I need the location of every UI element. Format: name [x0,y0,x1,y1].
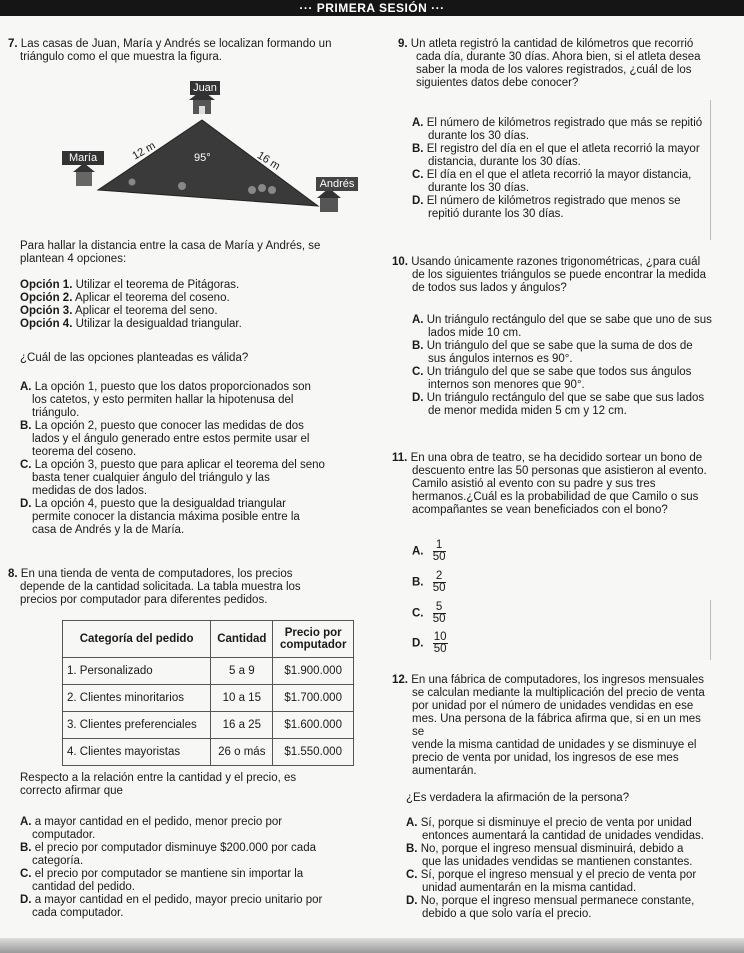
q11-b-fraction [433,571,446,594]
q11-stem-line3: Camilo asistió al evento con su padre y sus tres [412,478,656,490]
q12-number: 12. [392,674,408,686]
q11-b-letter: B. [412,576,424,589]
q7-d-line2: permite conocer la distancia máxima posible entre la [32,511,300,523]
q7-intro-line2: plantean 4 opciones: [20,253,127,265]
q11-c-fraction [433,602,446,625]
q8-d-line2: cada computador. [32,907,124,919]
q7-stem-line2: triángulo como el que muestra la figura. [20,51,222,63]
q12-c-line2: unidad aumentarán en la misma cantidad. [422,882,637,894]
q9-d-line2: repitió durante los 30 días. [428,208,564,220]
cell-price: $1.900.000 [273,658,354,685]
q10-stem-line1: Usando únicamente razones trigonométricas, ¿para cuál [411,256,701,268]
question-7 [8,38,368,64]
th-price-line1: Precio por [284,627,342,639]
question-8 [8,568,368,607]
q7-question: ¿Cuál de las opciones planteadas es válida? [20,352,249,364]
q10-answer-b[interactable] [412,340,712,366]
q10-a-letter: A. [412,314,424,326]
table-row [63,658,354,685]
q7-number: 7. [8,38,18,50]
q8-answer-d[interactable] [20,894,370,920]
q11-b-denominator: 50 [432,582,446,594]
right-margin-line-2 [710,600,711,660]
th-quantity: Cantidad [211,621,273,658]
q9-stem-line2: cada día, durante 30 días. Ahora bien, si el atleta desea [416,51,701,63]
q9-d-line1: El número de kilómetros registrado que menos se [426,195,681,207]
q9-answer-d[interactable] [412,195,712,221]
q7-a-line3: triángulo. [32,407,80,419]
q11-answer-c[interactable] [412,602,446,625]
q8-stem-line3: precios por computador para diferentes pedidos. [20,594,268,606]
q7-d-line3: casa de Andrés y la de María. [32,524,185,536]
q7-c-letter: C. [20,459,32,471]
q12-b-letter: B. [406,843,418,855]
q7-a-line2: los catetos, y esto permiten hallar la hipotenusa del [32,394,294,406]
andres-house-icon [317,188,341,212]
q10-d-line1: Un triángulo rectángulo del que se sabe que sus lados [426,392,705,404]
q8-answer-a[interactable] [20,816,370,842]
label-angle: 95° [194,152,211,164]
page-bottom-edge [0,938,744,953]
q12-stem-line2: se calculan mediante la multiplicación del precio de venta [412,687,705,699]
q7-d-letter: D. [20,498,32,510]
q7-d-line1: La opción 4, puesto que la desigualdad triangular [34,498,286,510]
q8-c-letter: C. [20,868,32,880]
q12-answer-b[interactable] [406,843,716,869]
q12-stem-line5: vende la misma cantidad de unidades y se disminuye el [412,739,697,751]
question-12 [392,674,712,778]
label-side-right: 16 m [254,149,283,173]
table-row [63,712,354,739]
q12-stem-line6: precio de venta por unidad, los ingresos de ese mes [412,752,679,764]
question-9 [398,38,712,90]
cell-category: 2. Clientes minoritarios [63,685,211,712]
table-row [63,685,354,712]
q12-b-line2: que las unidades vendidas se mantienen constantes. [422,856,693,868]
q7-answers [20,381,370,537]
q12-stem-line4: mes. Una persona de la fábrica afirma que, si en un mes se [412,713,701,738]
q12-answer-c[interactable] [406,869,716,895]
q10-answers [412,314,712,418]
q11-c-numerator: 5 [433,602,446,614]
q7-intro-line1: Para hallar la distancia entre la casa de María y Andrés, se [20,240,321,252]
q9-stem-line3: saber la moda de los valores registrados, ¿cuál de los [416,64,692,76]
q8-number: 8. [8,568,18,580]
q12-question: ¿Es verdadera la afirmación de la persona? [406,792,630,804]
q11-c-denominator: 50 [432,613,446,625]
q7-c-line3: medidas de dos lados. [32,485,148,497]
q8-a-letter: A. [20,816,32,828]
q9-c-line2: durante los 30 días. [428,182,530,194]
q7-c-line1: La opción 3, puesto que para aplicar el teorema del seno [34,459,325,471]
cell-category: 4. Clientes mayoristas [63,739,211,766]
q8-a-line1: a mayor cantidad en el pedido, menor precio por [34,816,283,828]
th-price-line2: computador [279,639,347,651]
q8-b-line1: el precio por computador disminuye $200.000 por cada [34,842,316,854]
q8-b-letter: B. [20,842,32,854]
q7-c-line2: basta tener cualquier ángulo del triángulo y las [32,472,270,484]
q8-d-line1: a mayor cantidad en el pedido, mayor precio unitario por [34,894,323,906]
label-andres: Andrés [316,177,358,191]
q8-d-letter: D. [20,894,32,906]
q7-op4-label: Opción 4. [20,318,73,330]
q9-stem-line1: Un atleta registró la cantidad de kilómetros que recorrió [410,38,694,50]
q7-op4-text: Utilizar la desigualdad triangular. [72,318,242,330]
q9-a-letter: A. [412,117,424,129]
q10-answer-c[interactable] [412,366,712,392]
q11-b-numerator: 2 [433,571,446,583]
q7-b-line3: teorema del coseno. [32,446,137,458]
q8-answers [20,816,370,920]
q7-op2-text: Aplicar el teorema del coseno. [72,292,230,304]
q8-answer-b[interactable] [20,842,370,868]
q11-answer-a[interactable] [412,540,446,563]
q10-answer-d[interactable] [412,392,712,418]
q7-intro [20,240,370,266]
q8-question-line2: correcto afirmar que [20,785,123,797]
q8-answer-c[interactable] [20,868,370,894]
label-side-left: 12 m [130,139,158,163]
q12-d-line1: No, porque el ingreso mensual permanece constante, [420,895,695,907]
q12-answers [406,817,716,921]
q8-c-line1: el precio por computador se mantiene sin importar la [34,868,304,880]
cell-price: $1.600.000 [273,712,354,739]
th-price [273,621,354,658]
maria-house-icon [73,163,95,186]
q11-a-letter: A. [412,545,424,558]
q8-question-line1: Respecto a la relación entre la cantidad y el precio, es [20,772,297,784]
q11-d-letter: D. [412,637,424,650]
q12-c-line1: Sí, porque el ingreso mensual y el precio de venta por [420,869,697,881]
q7-answer-a[interactable] [20,381,370,420]
q9-c-line1: El día en el que el atleta recorrió la mayor distancia, [426,169,692,181]
q7-b-letter: B. [20,420,32,432]
q7-b-line1: La opción 2, puesto que conocer las medidas de dos [34,420,304,432]
q12-a-line2: entonces aumentará la cantidad de unidades vendidas. [422,830,704,842]
q12-answer-d[interactable] [406,895,716,921]
label-maria: María [62,151,104,165]
cell-quantity: 5 a 9 [211,658,273,685]
q10-b-letter: B. [412,340,424,352]
q9-d-letter: D. [412,195,424,207]
q8-price-table [62,620,354,766]
q10-stem-line2: de los siguientes triángulos se puede encontrar la medida [412,269,707,281]
q8-c-line2: cantidad del pedido. [32,881,135,893]
table-row [63,739,354,766]
q11-a-denominator: 50 [432,551,446,563]
session-header: ··· PRIMERA SESIÓN ··· [0,0,744,16]
q10-c-line2: internos son menores que 90°. [428,379,585,391]
q9-c-letter: C. [412,169,424,181]
table-header-row [63,621,354,658]
q7-op3-label: Opción 3. [20,305,73,317]
q8-b-line2: categoría. [32,855,84,867]
q8-stem-line2: depende de la cantidad solicitada. La tabla muestra los [20,581,301,593]
cell-category: 3. Clientes preferenciales [63,712,211,739]
q11-answer-d[interactable] [412,632,448,655]
q11-stem-line4: hermanos.¿Cuál es la probabilidad de que Camilo o sus [412,491,699,503]
q10-number: 10. [392,256,408,268]
q9-answers [412,117,712,221]
q10-stem-line3: de todos sus lados y ángulos? [412,282,567,294]
q7-stem-line1: Las casas de Juan, María y Andrés se localizan formando un [20,38,332,50]
q10-d-letter: D. [412,392,424,404]
q12-d-line2: debido a que solo varía el precio. [422,908,592,920]
q7-op1-text: Utilizar el teorema de Pitágoras. [72,279,240,291]
q11-stem-line2: descuento entre las 50 personas que asistieron al evento. [412,465,707,477]
cell-quantity: 16 a 25 [211,712,273,739]
q8-question [20,772,370,798]
q9-a-line1: El número de kilómetros registrado que más se repitió [426,117,703,129]
q12-stem-line1: En una fábrica de computadores, los ingresos mensuales [411,674,704,686]
q9-stem-line4: siguientes datos debe conocer? [416,77,579,89]
cell-quantity: 10 a 15 [211,685,273,712]
q7-a-line1: La opción 1, puesto que los datos proporcionados son [34,381,311,393]
q11-d-denominator: 50 [433,643,447,655]
q12-a-letter: A. [406,817,418,829]
q10-b-line1: Un triángulo del que se sabe que la suma de dos de [426,340,693,352]
q11-stem-line5: acompañantes se vean beneficiados con el bono? [412,504,668,516]
q8-stem-line1: En una tienda de venta de computadores, los precios [20,568,293,580]
q10-a-line1: Un triángulo rectángulo del que se sabe que uno de sus [426,314,712,326]
q10-c-letter: C. [412,366,424,378]
q11-a-fraction [433,540,446,563]
q12-answer-a[interactable] [406,817,716,843]
q7-options-list [20,279,370,331]
q7-op1-label: Opción 1. [20,279,73,291]
q9-a-line2: durante los 30 días. [428,130,530,142]
q10-b-line2: sus ángulos internos es 90°. [428,353,573,365]
q12-a-line1: Sí, porque si disminuye el precio de venta por unidad [420,817,692,829]
cell-price: $1.550.000 [273,739,354,766]
question-11 [392,452,712,517]
q10-d-line2: de menor medida miden 5 cm y 12 cm. [428,405,627,417]
q7-op3-text: Aplicar el teorema del seno. [72,305,218,317]
q11-number: 11. [392,452,408,464]
cell-category: 1. Personalizado [63,658,211,685]
q11-d-fraction [433,632,448,655]
q7-a-letter: A. [20,381,32,393]
q9-answer-a[interactable] [412,117,712,143]
q9-b-line2: distancia, durante los 30 días. [428,156,581,168]
q11-c-letter: C. [412,607,424,620]
q7-answer-d[interactable] [20,498,370,537]
question-10 [392,256,712,295]
q12-stem-line7: aumentarán. [412,765,477,777]
q9-b-line1: El registro del día en el que el atleta recorrió la mayor [426,143,700,155]
q7-answer-b[interactable] [20,420,370,459]
q11-answer-b[interactable] [412,571,446,594]
q11-a-numerator: 1 [433,540,446,552]
q7-answer-c[interactable] [20,459,370,498]
q11-stem-line1: En una obra de teatro, se ha decidido sortear un bono de [410,452,703,464]
th-category: Categoría del pedido [63,621,211,658]
q7-op2-label: Opción 2. [20,292,73,304]
q12-c-letter: C. [406,869,418,881]
triangle-figure [62,78,362,218]
q12-stem-line3: por unidad por el número de unidades vendidas en ese [412,700,694,712]
q9-answer-c[interactable] [412,169,712,195]
cell-quantity: 26 o más [211,739,273,766]
q10-c-line1: Un triángulo del que se sabe que todos sus ángulos [426,366,692,378]
cell-price: $1.700.000 [273,685,354,712]
q9-b-letter: B. [412,143,424,155]
q12-d-letter: D. [406,895,418,907]
q10-answer-a[interactable] [412,314,712,340]
q10-a-line2: lados mide 10 cm. [428,327,522,339]
q7-b-line2: lados y el ángulo generado entre estos permite usar el [32,433,310,445]
label-juan: Juan [190,81,220,95]
q11-d-numerator: 10 [433,631,447,643]
q9-number: 9. [398,38,408,50]
q12-b-line1: No, porque el ingreso mensual disminuirá, debido a [420,843,684,855]
q9-answer-b[interactable] [412,143,712,169]
q8-a-line2: computador. [32,829,96,841]
